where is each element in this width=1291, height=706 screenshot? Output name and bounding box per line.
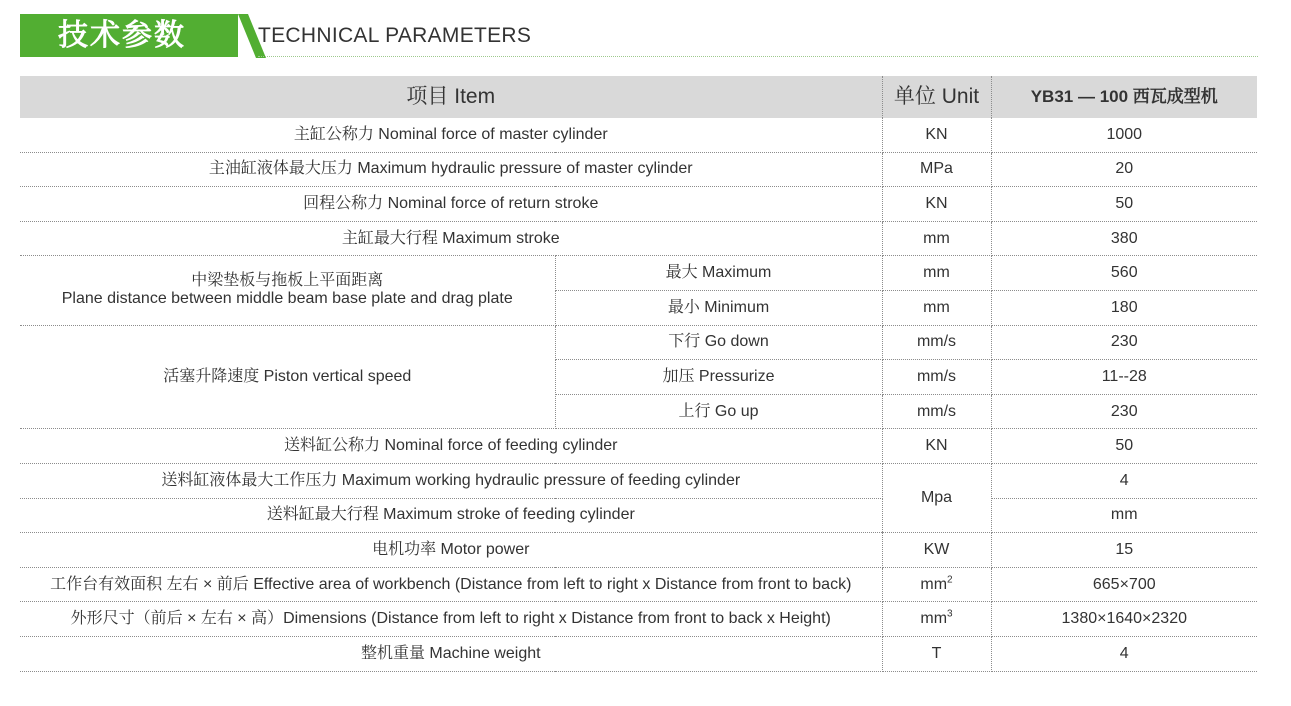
value-cell: 50 bbox=[991, 187, 1257, 222]
table-row bbox=[20, 256, 1257, 291]
unit-exponent: 3 bbox=[947, 608, 953, 620]
table-row bbox=[20, 429, 1257, 464]
item-cell: 送料缸液体最大工作压力 Maximum working hydraulic pressure of feeding cylinder bbox=[20, 463, 882, 498]
piston-speed-label: 活塞升降速度 Piston vertical speed bbox=[20, 325, 555, 429]
table-row bbox=[20, 152, 1257, 187]
value-cell: 1380×1640×2320 bbox=[991, 602, 1257, 637]
unit-base: mm bbox=[920, 575, 948, 593]
plane-distance-label-cn: 中梁垫板与拖板上平面距离 bbox=[191, 272, 384, 290]
item-cell: 回程公称力 Nominal force of return stroke bbox=[20, 187, 882, 222]
plane-distance-label bbox=[20, 256, 555, 325]
section-title-en: TECHNICAL PARAMETERS bbox=[258, 24, 532, 47]
table-row bbox=[20, 118, 1257, 152]
unit-cell bbox=[882, 567, 991, 602]
value-cell: 4 bbox=[991, 463, 1257, 498]
table-row bbox=[20, 221, 1257, 256]
table-row bbox=[20, 567, 1257, 602]
value-cell: mm bbox=[991, 498, 1257, 533]
unit-exponent: 2 bbox=[947, 574, 953, 586]
value-cell: 180 bbox=[991, 290, 1257, 325]
item-cell: 工作台有效面积 左右 × 前后 Effective area of workbench (Distance from left to right x Distance from front to back) bbox=[20, 567, 882, 602]
table-row bbox=[20, 602, 1257, 637]
item-cell: 外形尺寸（前后 × 左右 × 高）Dimensions (Distance from left to right x Distance from front to back x Height) bbox=[20, 602, 882, 637]
unit-cell: Mpa bbox=[882, 463, 991, 532]
value-cell: 230 bbox=[991, 325, 1257, 360]
unit-cell: mm/s bbox=[882, 394, 991, 429]
item-cell: 主缸最大行程 Maximum stroke bbox=[20, 221, 882, 256]
item-cell: 送料缸最大行程 Maximum stroke of feeding cylinder bbox=[20, 498, 882, 533]
section-header bbox=[20, 14, 1260, 60]
header-dotted-divider bbox=[258, 56, 1258, 57]
unit-cell: KN bbox=[882, 118, 991, 152]
technical-parameters-table bbox=[20, 76, 1257, 672]
header-unit: 单位 Unit bbox=[882, 76, 991, 118]
sub-item-cell: 最大 Maximum bbox=[555, 256, 882, 291]
unit-cell: mm bbox=[882, 256, 991, 291]
value-cell: 560 bbox=[991, 256, 1257, 291]
value-cell: 20 bbox=[991, 152, 1257, 187]
sub-item-cell: 加压 Pressurize bbox=[555, 360, 882, 395]
plane-distance-label-en: Plane distance between middle beam base plate and drag plate bbox=[61, 290, 513, 308]
value-cell: 50 bbox=[991, 429, 1257, 464]
item-cell: 电机功率 Motor power bbox=[20, 533, 882, 568]
header-item: 项目 Item bbox=[20, 76, 882, 118]
sub-item-cell: 上行 Go up bbox=[555, 394, 882, 429]
item-cell: 主缸公称力 Nominal force of master cylinder bbox=[20, 118, 882, 152]
item-cell: 主油缸液体最大压力 Maximum hydraulic pressure of master cylinder bbox=[20, 152, 882, 187]
table-row bbox=[20, 636, 1257, 671]
header-model: YB31 — 100 西瓦成型机 bbox=[991, 76, 1257, 118]
table-row bbox=[20, 325, 1257, 360]
section-title-cn: 技术参数 bbox=[20, 14, 238, 57]
value-cell: 15 bbox=[991, 533, 1257, 568]
table-row bbox=[20, 498, 1257, 533]
unit-cell: T bbox=[882, 636, 991, 671]
value-cell: 380 bbox=[991, 221, 1257, 256]
table-row bbox=[20, 463, 1257, 498]
value-cell: 1000 bbox=[991, 118, 1257, 152]
unit-cell: mm bbox=[882, 290, 991, 325]
unit-cell: KN bbox=[882, 429, 991, 464]
unit-cell: mm/s bbox=[882, 360, 991, 395]
sub-item-cell: 下行 Go down bbox=[555, 325, 882, 360]
value-cell: 4 bbox=[991, 636, 1257, 671]
unit-cell: mm bbox=[882, 221, 991, 256]
item-cell: 整机重量 Machine weight bbox=[20, 636, 882, 671]
table-header-row bbox=[20, 76, 1257, 118]
value-cell: 665×700 bbox=[991, 567, 1257, 602]
table-row bbox=[20, 533, 1257, 568]
unit-base: mm bbox=[920, 610, 948, 628]
unit-cell: MPa bbox=[882, 152, 991, 187]
unit-cell bbox=[882, 602, 991, 637]
value-cell: 230 bbox=[991, 394, 1257, 429]
sub-item-cell: 最小 Minimum bbox=[555, 290, 882, 325]
table-row bbox=[20, 187, 1257, 222]
item-cell: 送料缸公称力 Nominal force of feeding cylinder bbox=[20, 429, 882, 464]
unit-cell: KW bbox=[882, 533, 991, 568]
unit-cell: mm/s bbox=[882, 325, 991, 360]
value-cell: 11--28 bbox=[991, 360, 1257, 395]
unit-cell: KN bbox=[882, 187, 991, 222]
